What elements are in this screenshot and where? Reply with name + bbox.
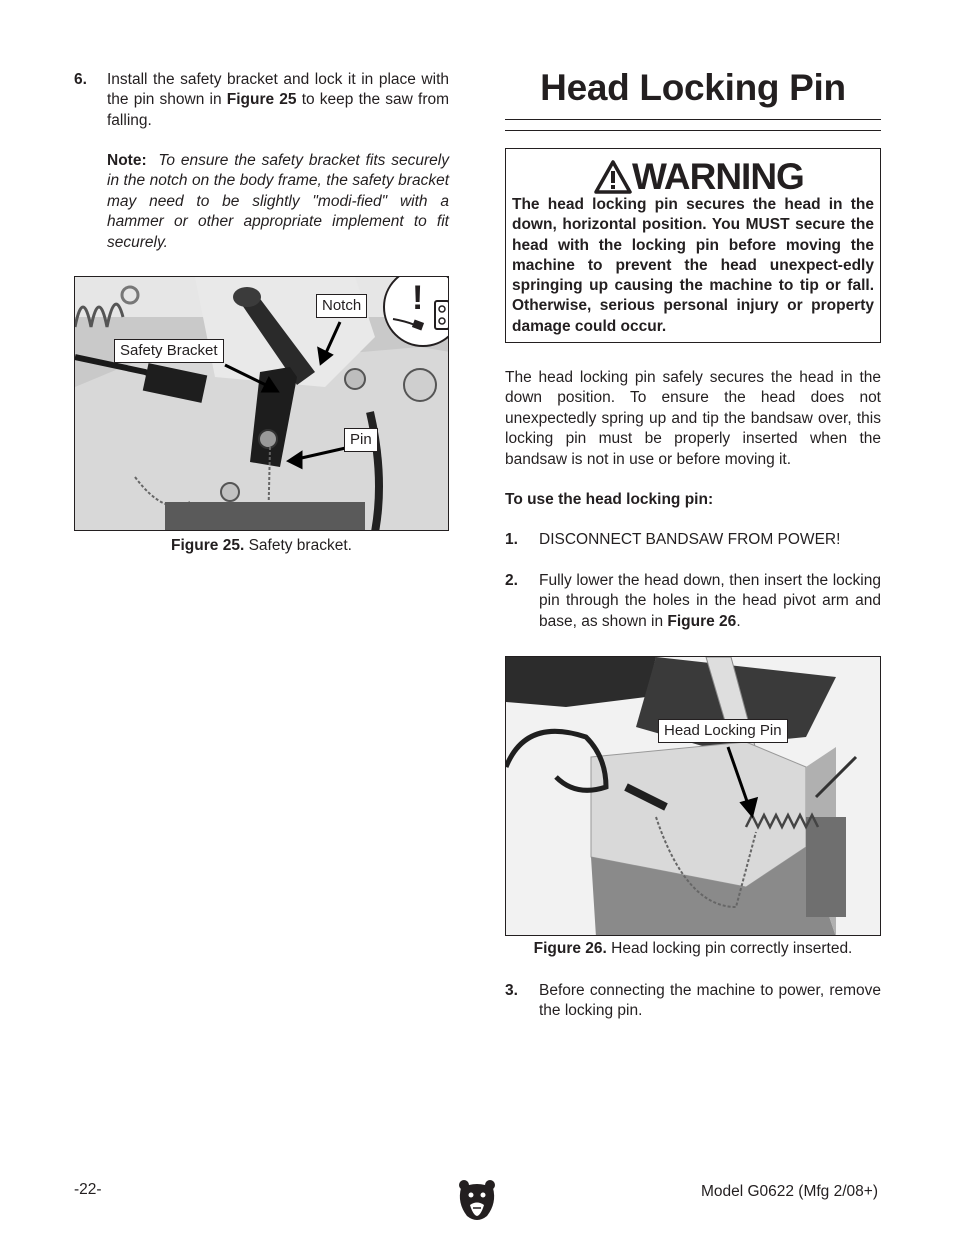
heading-rule-bottom	[505, 130, 881, 131]
warning-word: WARNING	[632, 156, 804, 197]
procedure-heading: To use the head locking pin:	[505, 491, 714, 508]
figure-25-caption-text: Safety bracket.	[248, 537, 352, 554]
head-locking-pin-photo-illustration	[506, 657, 881, 936]
heading-rule-top	[505, 119, 881, 120]
page-number: -22-	[74, 1181, 102, 1198]
svg-text:!: !	[412, 279, 424, 317]
step-2-text	[539, 571, 881, 632]
grizzly-bear-logo-icon	[457, 1178, 497, 1224]
figure-25-reference: Figure 25	[226, 91, 297, 109]
step-2-text-end: .	[736, 612, 741, 630]
warning-triangle-icon	[594, 160, 632, 194]
step-2-number: 2.	[505, 572, 518, 589]
callout-head-locking-pin: Head Locking Pin	[658, 719, 788, 743]
figure-26-reference: Figure 26	[667, 612, 737, 630]
callout-safety-bracket: Safety Bracket	[114, 339, 224, 363]
intro-paragraph: The head locking pin safely secures the head in the down position. To ensure the head does not unexpectedly spring up and tip the bandsaw over, this locking pin must be properly inserted when the bandsaw is not in use or before moving it.	[505, 369, 881, 468]
note-label: Note:	[107, 152, 147, 169]
callout-pin: Pin	[344, 428, 378, 452]
unplug-warning-icon	[383, 276, 449, 347]
figure-26-caption-label: Figure 26.	[533, 940, 607, 957]
model-label: Model G0622 (Mfg 2/08+)	[700, 1183, 878, 1200]
step-6-text-end: to keep the saw from falling.	[107, 91, 450, 129]
figure-25-caption	[74, 536, 449, 556]
step-1-number: 1.	[505, 531, 518, 548]
figure-25-caption-label: Figure 25.	[171, 537, 245, 554]
step-6-text	[107, 70, 449, 131]
warning-title	[594, 157, 804, 197]
figure-26-caption	[505, 939, 881, 959]
note-block	[107, 151, 449, 253]
callout-notch: Notch	[316, 294, 367, 318]
warning-text: The head locking pin secures the head in the down, horizontal position. You MUST secure the head with the locking pin before moving the machine to prevent the head unexpect-edly springing up causing the machine to tip or fall. Otherwise, serious personal injury or property damage could occur.	[512, 196, 874, 335]
step-3-text: Before connecting the machine to power, remove the locking pin.	[539, 982, 881, 1020]
step-6-number: 6.	[74, 71, 87, 88]
figure-26-photo	[505, 656, 881, 936]
section-heading: Head Locking Pin	[540, 67, 846, 108]
figure-25-photo	[74, 276, 449, 531]
step-2-text-part: Fully lower the head down, then insert the locking pin through the holes in the head pivot arm and base, as shown in	[539, 572, 881, 630]
warning-box	[505, 148, 881, 343]
note-text: To ensure the safety bracket fits securely in the notch on the body frame, the safety bracket may need to be slightly "modi-fied" with a hammer or other appropriate implement to fit securely.	[107, 152, 449, 251]
step-1-text: DISCONNECT BANDSAW FROM POWER!	[539, 531, 841, 548]
figure-26-caption-text: Head locking pin correctly inserted.	[611, 940, 853, 957]
step-6-text-part: Install the safety bracket and lock it in place with the pin shown in	[107, 71, 449, 109]
step-3-number: 3.	[505, 982, 518, 999]
